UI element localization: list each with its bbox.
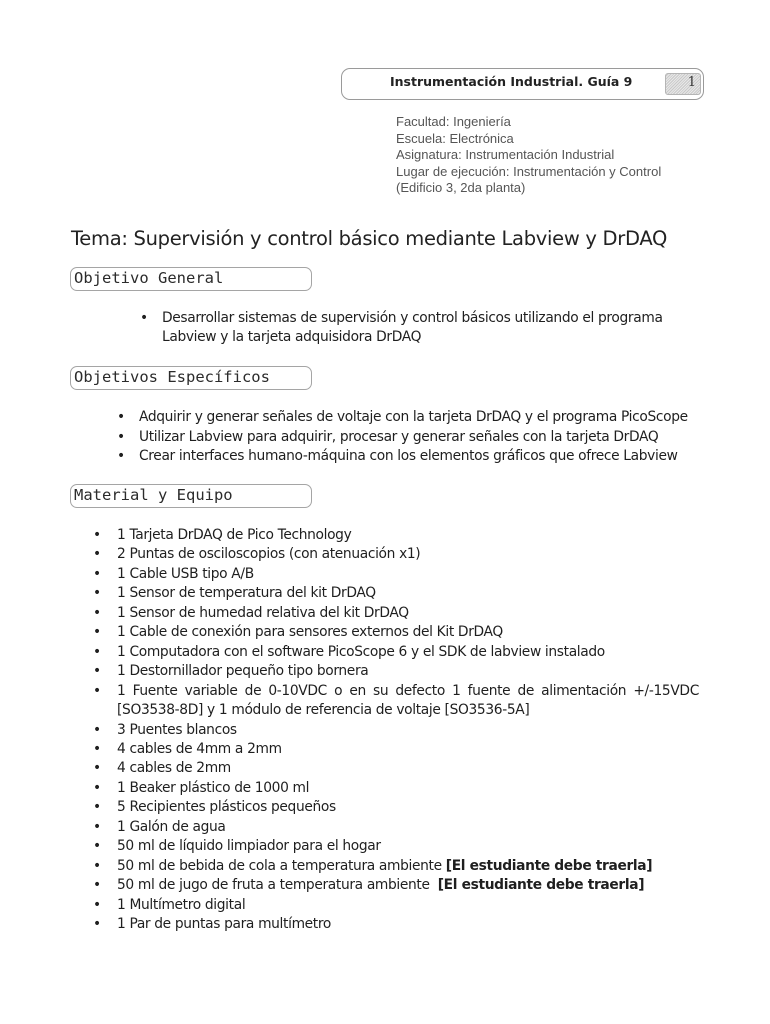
list-item: • 1 Par de puntas para multímetro [93,915,699,934]
list-item: • 4 cables de 4mm a 2mm [93,740,699,759]
bullet-icon: • [93,799,101,816]
bullet-icon: • [93,682,101,699]
list-item: • 4 cables de 2mm [93,759,699,778]
bullet-icon: • [93,527,101,543]
building-line: (Edificio 3, 2da planta) [396,180,526,196]
bullet-icon: • [93,663,101,680]
bullet-icon: • [93,546,101,563]
faculty-line: Facultad: Ingeniería [396,114,511,129]
bullet-icon: • [93,740,101,757]
bullet-icon: • [93,585,101,602]
course-info [396,114,661,197]
section-heading-objetivo-general [70,267,312,291]
list-item: • Crear interfaces humano-máquina con los elementos gráficos que ofrece Labview [117,447,688,467]
list-item: • 1 Cable de conexión para sensores externos del Kit DrDAQ [93,623,699,642]
material-list [93,526,699,935]
list-item: • 1 Fuente variable de 0-10VDC o en su defecto 1 fuente de alimentación +/-15VDC [SO3538-8D] y 1 módulo de referencia de voltaje [SO3536-5A] [93,682,699,719]
list-item: • Adquirir y generar señales de voltaje con la tarjeta DrDAQ y el programa PicoScope [117,408,688,428]
list-item: • 3 Puentes blancos [93,721,699,740]
bullet-icon: • [93,877,101,894]
list-item: • Utilizar Labview para adquirir, procesar y generar señales con la tarjeta DrDAQ [117,428,688,448]
list-item: • 50 ml de bebida de cola a temperatura ambiente [El estudiante debe traerla] [93,857,699,876]
header-box [341,68,704,100]
list-item: • 1 Computadora con el software PicoScope 6 y el SDK de labview instalado [93,643,699,662]
list-item: • 1 Destornillador pequeño tipo bornera [93,662,699,681]
bullet-icon: • [93,721,101,738]
bullet-icon: • [93,624,101,641]
bullet-icon: • [93,857,101,874]
list-item: • 5 Recipientes plásticos pequeños [93,798,699,817]
list-item: • 2 Puntas de osciloscopios (con atenuación x1) [93,545,699,564]
bullet-icon: • [117,428,125,445]
list-item: • 1 Cable USB tipo A/B [93,565,699,584]
bullet-icon: • [93,565,101,582]
section-title: Objetivos Específicos [74,368,270,386]
bullet-icon: • [140,310,148,326]
bullet-icon: • [93,818,101,835]
bullet-icon: • [93,760,101,777]
section-title: Objetivo General [74,269,224,287]
list-item: • 1 Sensor de temperatura del kit DrDAQ [93,584,699,603]
objetivo-general-list [140,309,663,348]
section-heading-material-equipo [70,484,312,508]
objetivos-especificos-list [117,408,688,467]
list-item: • 1 Beaker plástico de 1000 ml [93,779,699,798]
bullet-icon: • [93,896,101,913]
list-item: • 50 ml de jugo de fruta a temperatura ambiente [El estudiante debe traerla] [93,876,699,895]
bullet-icon: • [93,838,101,855]
bullet-icon: • [117,448,125,464]
topic-heading: Tema: Supervisión y control básico mediante Labview y DrDAQ [71,227,668,250]
list-item: • Desarrollar sistemas de supervisión y control básicos utilizando el programa [140,309,663,328]
list-item: • 1 Galón de agua [93,818,699,837]
page-number-badge [665,73,701,95]
bullet-icon: • [117,409,125,425]
section-title: Material y Equipo [74,486,233,504]
bullet-icon: • [93,916,101,933]
subject-line: Asignatura: Instrumentación Industrial [396,147,615,163]
student-note: [El estudiante debe traerla] [445,857,653,874]
bullet-icon: • [93,604,101,621]
bullet-icon: • [93,779,101,796]
section-heading-objetivos-especificos [70,366,312,390]
header-title: Instrumentación Industrial. Guía 9 [390,74,633,89]
list-item-continuation: Labview y la tarjeta adquisidora DrDAQ [162,329,422,346]
bullet-icon: • [93,643,101,660]
page-number: 1 [687,75,696,90]
location-line: Lugar de ejecución: Instrumentación y Control [396,163,662,179]
list-item: • 1 Multímetro digital [93,896,699,915]
list-item: • 1 Sensor de humedad relativa del kit DrDAQ [93,604,699,623]
student-note: [El estudiante debe traerla] [437,877,645,894]
list-item: • 1 Tarjeta DrDAQ de Pico Technology [93,526,699,545]
list-item: • 50 ml de líquido limpiador para el hogar [93,837,699,856]
school-line: Escuela: Electrónica [396,130,514,146]
